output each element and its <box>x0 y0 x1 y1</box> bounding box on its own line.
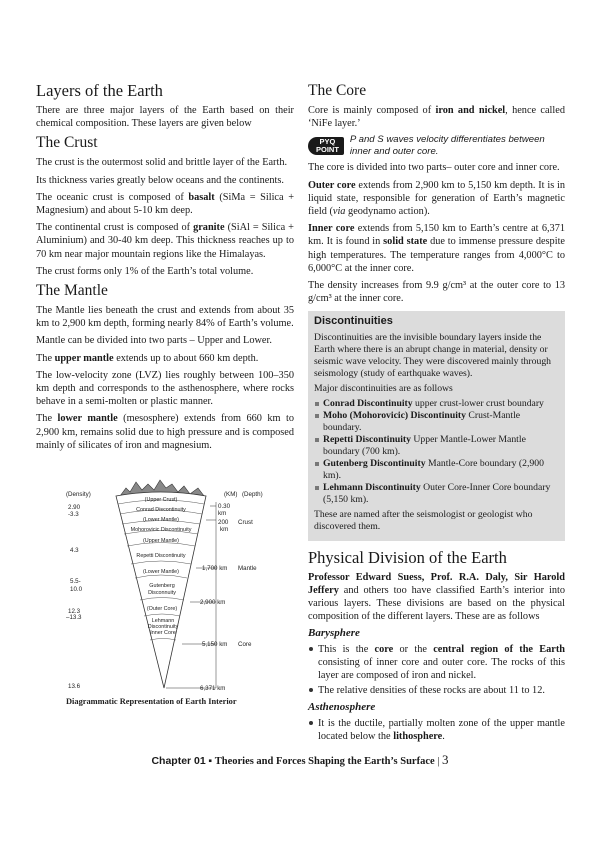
page-footer <box>0 752 600 768</box>
crust-para-2: Its thickness varies greatly below oceans and the continents. <box>36 174 284 186</box>
separator: | <box>437 756 443 767</box>
discontinuities-heading: Discontinuities <box>314 315 393 328</box>
bold-term: Professor Edward Suess, Prof. R.A. Daly, Sir Harold Jeffery <box>308 571 565 596</box>
layer-label: Gutenberg <box>149 583 175 589</box>
mantle-para-3 <box>36 352 294 365</box>
zone-label: Core <box>238 641 252 648</box>
text: It is the ductile, partially molten zone of the upper mantle located below the <box>318 717 565 742</box>
asthenosphere-list <box>308 717 565 743</box>
barysphere-heading: Barysphere <box>308 627 360 640</box>
density-value: 10.0 <box>70 586 83 593</box>
bold-term: iron and nickel <box>435 105 506 116</box>
right-column <box>308 82 565 747</box>
zone-label: Crust <box>238 519 253 526</box>
text: This is the <box>318 643 375 655</box>
bold-term: Inner core <box>308 223 355 235</box>
bold-term: Gutenberg Discontinuity <box>323 457 426 469</box>
density-header: (Density) <box>66 491 91 498</box>
layer-label: Discontinuity <box>147 624 179 630</box>
depth-header: (Depth) <box>242 491 263 498</box>
mantle-para-1: The Mantle lies beneath the crust and extends from about 35 km to 2,900 km depth, forming nearly 84% of Earth’s volume. <box>36 305 294 330</box>
chapter-label: Chapter 01 <box>151 755 206 767</box>
phys-para-1 <box>308 571 565 624</box>
text: The <box>36 352 55 364</box>
left-column <box>36 82 294 456</box>
list-item <box>314 398 559 410</box>
layer-label: (Lower Mantle) <box>143 517 179 523</box>
text: extends from 5,150 km to Earth’s centre at 6,371 km. It is found in <box>308 223 565 248</box>
text: consisting of inner core and outer core. The rocks of this layer are composed of iron and nickel. <box>318 656 565 682</box>
layer-label: Inner Core <box>150 630 176 636</box>
layer-label: (Upper Mantle) <box>143 538 179 544</box>
layer-label: Conrad Discontinuity <box>136 507 186 513</box>
bold-term: central region of the Earth <box>433 643 565 655</box>
crust-para-4 <box>36 221 294 261</box>
core-para-4 <box>308 222 565 275</box>
layer-label: Repetti Discontinuity <box>136 553 186 559</box>
list-item <box>314 434 559 458</box>
zone-label: Mantle <box>238 565 257 572</box>
core-para-3 <box>308 179 565 219</box>
text: Crust-Mantle boundary. <box>323 409 521 433</box>
layers-heading: Layers of the Earth <box>36 81 163 100</box>
mantle-para-2: Mantle can be divided into two parts – Upper and Lower. <box>36 335 272 347</box>
text: extends up to about 660 km depth. <box>113 352 259 364</box>
text: The <box>36 413 58 425</box>
core-heading: The Core <box>308 82 367 99</box>
depth-value: 0.30 <box>218 503 231 510</box>
depth-value: km <box>220 526 229 533</box>
core-para-1 <box>308 104 565 130</box>
bold-term: Outer core <box>308 179 356 191</box>
list-item <box>314 482 559 506</box>
layer-label: Mohorovicic Discontinuity <box>130 527 192 533</box>
core-para-2: The core is divided into two parts– outer core and inner core. <box>308 162 560 174</box>
pyq-label: PYQ <box>319 136 336 146</box>
physical-division-heading: Physical Division of the Earth <box>308 547 507 567</box>
depth-value: 200 <box>218 519 229 526</box>
list-item <box>314 458 559 482</box>
crust-para-5: The crust forms only 1% of the Earth’s total volume. <box>36 265 254 277</box>
depth-value: 6,371 km <box>200 685 226 692</box>
bold-term: granite <box>193 222 225 234</box>
density-value: 13.6 <box>68 683 81 690</box>
disc-para-1: Discontinuities are the invisible boundary layers inside the Earth where there is an abrupt change in material, density or seismic wave velocity. They were discovered mainly through seismology (study of earthquake waves). <box>314 331 552 379</box>
barysphere-list <box>308 643 565 698</box>
bold-term: upper mantle <box>54 352 114 364</box>
bullet-separator: ▪ <box>208 756 215 767</box>
chapter-title: Theories and Forces Shaping the Earth’s Surface <box>214 756 435 767</box>
diagram-caption: Diagrammatic Representation of Earth Interior <box>66 697 237 706</box>
text: upper crust-lower crust boundary <box>412 397 544 409</box>
text: or the <box>393 643 434 655</box>
text: extends from 2,900 km to 5,150 km depth. It is in liquid state, responsible for generation of Earth’s magnetic field ( <box>308 179 565 218</box>
bold-term: lower mantle <box>57 413 118 425</box>
text: . <box>442 730 445 742</box>
bold-term: core <box>374 643 394 655</box>
italic-term: via <box>332 206 346 218</box>
text: (SiAl = Silica + Aluminium) and 30-40 km deep. This thickness reaches up to 70 km near major mountain regions like the Himalayas. <box>36 222 294 260</box>
density-value: 4.3 <box>70 547 79 554</box>
density-value: 12.3 <box>68 608 81 615</box>
layer-label: Disconnuity <box>148 590 176 596</box>
bold-term: Moho (Mohorovicic) Discontinuity <box>323 409 466 421</box>
core-para-5: The density increases from 9.9 g/cm³ at the outer core to 13 g/cm³ at the inner core. <box>308 280 565 305</box>
text: (SiMa = Silica + Magnesium) and about 5-10 km deep. <box>36 191 295 217</box>
depth-value: 5,150 km <box>202 641 228 648</box>
bold-term: Conrad Discontinuity <box>323 397 413 409</box>
disc-para-2: Major discontinuities are as follows <box>314 382 453 394</box>
density-value: 2.90 <box>68 504 81 511</box>
list-item <box>314 410 559 434</box>
crust-heading: The Crust <box>36 134 98 152</box>
text: (mesosphere) extends from 660 km to 2,900 km, remains solid due to high pressure and is composed mainly of silicates of iron and magnesium. <box>36 413 294 451</box>
layer-label: (Upper Crust) <box>144 497 178 503</box>
bold-term: lithosphere <box>393 730 443 742</box>
text: Upper Mantle-Lower Mantle boundary (700 km). <box>323 433 526 457</box>
mantle-heading: The Mantle <box>36 282 108 300</box>
text: and others too have classified Earth’s interior into various layers. These divisions are based on the physical composition of the different layers. These are as follows <box>308 584 565 623</box>
density-value: 5.5- <box>70 578 81 585</box>
density-value: -3.3 <box>68 511 79 518</box>
text: Core is mainly composed of <box>308 105 436 116</box>
pyq-text: P and S waves velocity differentiates between inner and outer core. <box>349 134 545 157</box>
pyq-badge <box>308 137 344 155</box>
disc-para-3: These are named after the seismologist or geologist who discovered them. <box>314 508 533 532</box>
bold-term: Repetti Discontinuity <box>323 433 411 445</box>
crust-para-3 <box>36 191 294 217</box>
mantle-para-5 <box>36 412 294 452</box>
crust-para-1: The crust is the outermost solid and brittle layer of the Earth. <box>36 157 288 169</box>
layers-intro: There are three major layers of the Earth based on their chemical composition. These layers are given below <box>36 105 294 130</box>
mantle-para-4: The low-velocity zone (LVZ) lies roughly between 100–350 km depth and corresponds to the asthenosphere, where rocks behave in a semi-molten or plastic manner. <box>36 369 294 408</box>
pyq-point <box>308 134 565 157</box>
depth-value: 2,900 km <box>200 599 226 606</box>
earth-interior-diagram <box>60 474 300 714</box>
text: Mantle-Core boundary (2,900 km). <box>323 457 544 481</box>
bold-term: solid state <box>383 236 428 248</box>
text: , hence called ‘NiFe layer.’ <box>308 105 565 130</box>
asthenosphere-heading: Asthenosphere <box>308 701 376 714</box>
depth-value: 1,700 km <box>202 565 228 572</box>
discontinuities-box <box>308 311 565 540</box>
page-number: 3 <box>442 752 449 767</box>
km-header: (KM) <box>224 491 238 498</box>
list-item: The relative densities of these rocks are about 11 to 12. <box>308 684 565 697</box>
bold-term: Lehmann Discontinuity <box>323 481 421 493</box>
depth-value: km <box>218 510 227 517</box>
density-value: –13.3 <box>66 614 82 621</box>
text: geodynamo action). <box>345 206 430 218</box>
list-item <box>308 643 565 683</box>
text: The continental crust is composed of <box>36 222 194 234</box>
bold-term: basalt <box>188 191 215 203</box>
list-item <box>308 717 565 743</box>
layer-label: (Lower Mantle) <box>143 569 179 575</box>
layer-label: (Outer Core) <box>146 606 178 612</box>
layer-label: Lehmann <box>151 618 175 624</box>
text: Outer Core-Inner Core boundary (5,150 km). <box>323 481 551 505</box>
text: due to immense pressure despite high temperatures. The temperature ranges from 4,000°C to 6,000°C at the inner core. <box>308 236 565 274</box>
pyq-label: POINT <box>316 144 339 154</box>
text: The oceanic crust is composed of <box>36 191 189 203</box>
disc-list <box>314 398 559 506</box>
